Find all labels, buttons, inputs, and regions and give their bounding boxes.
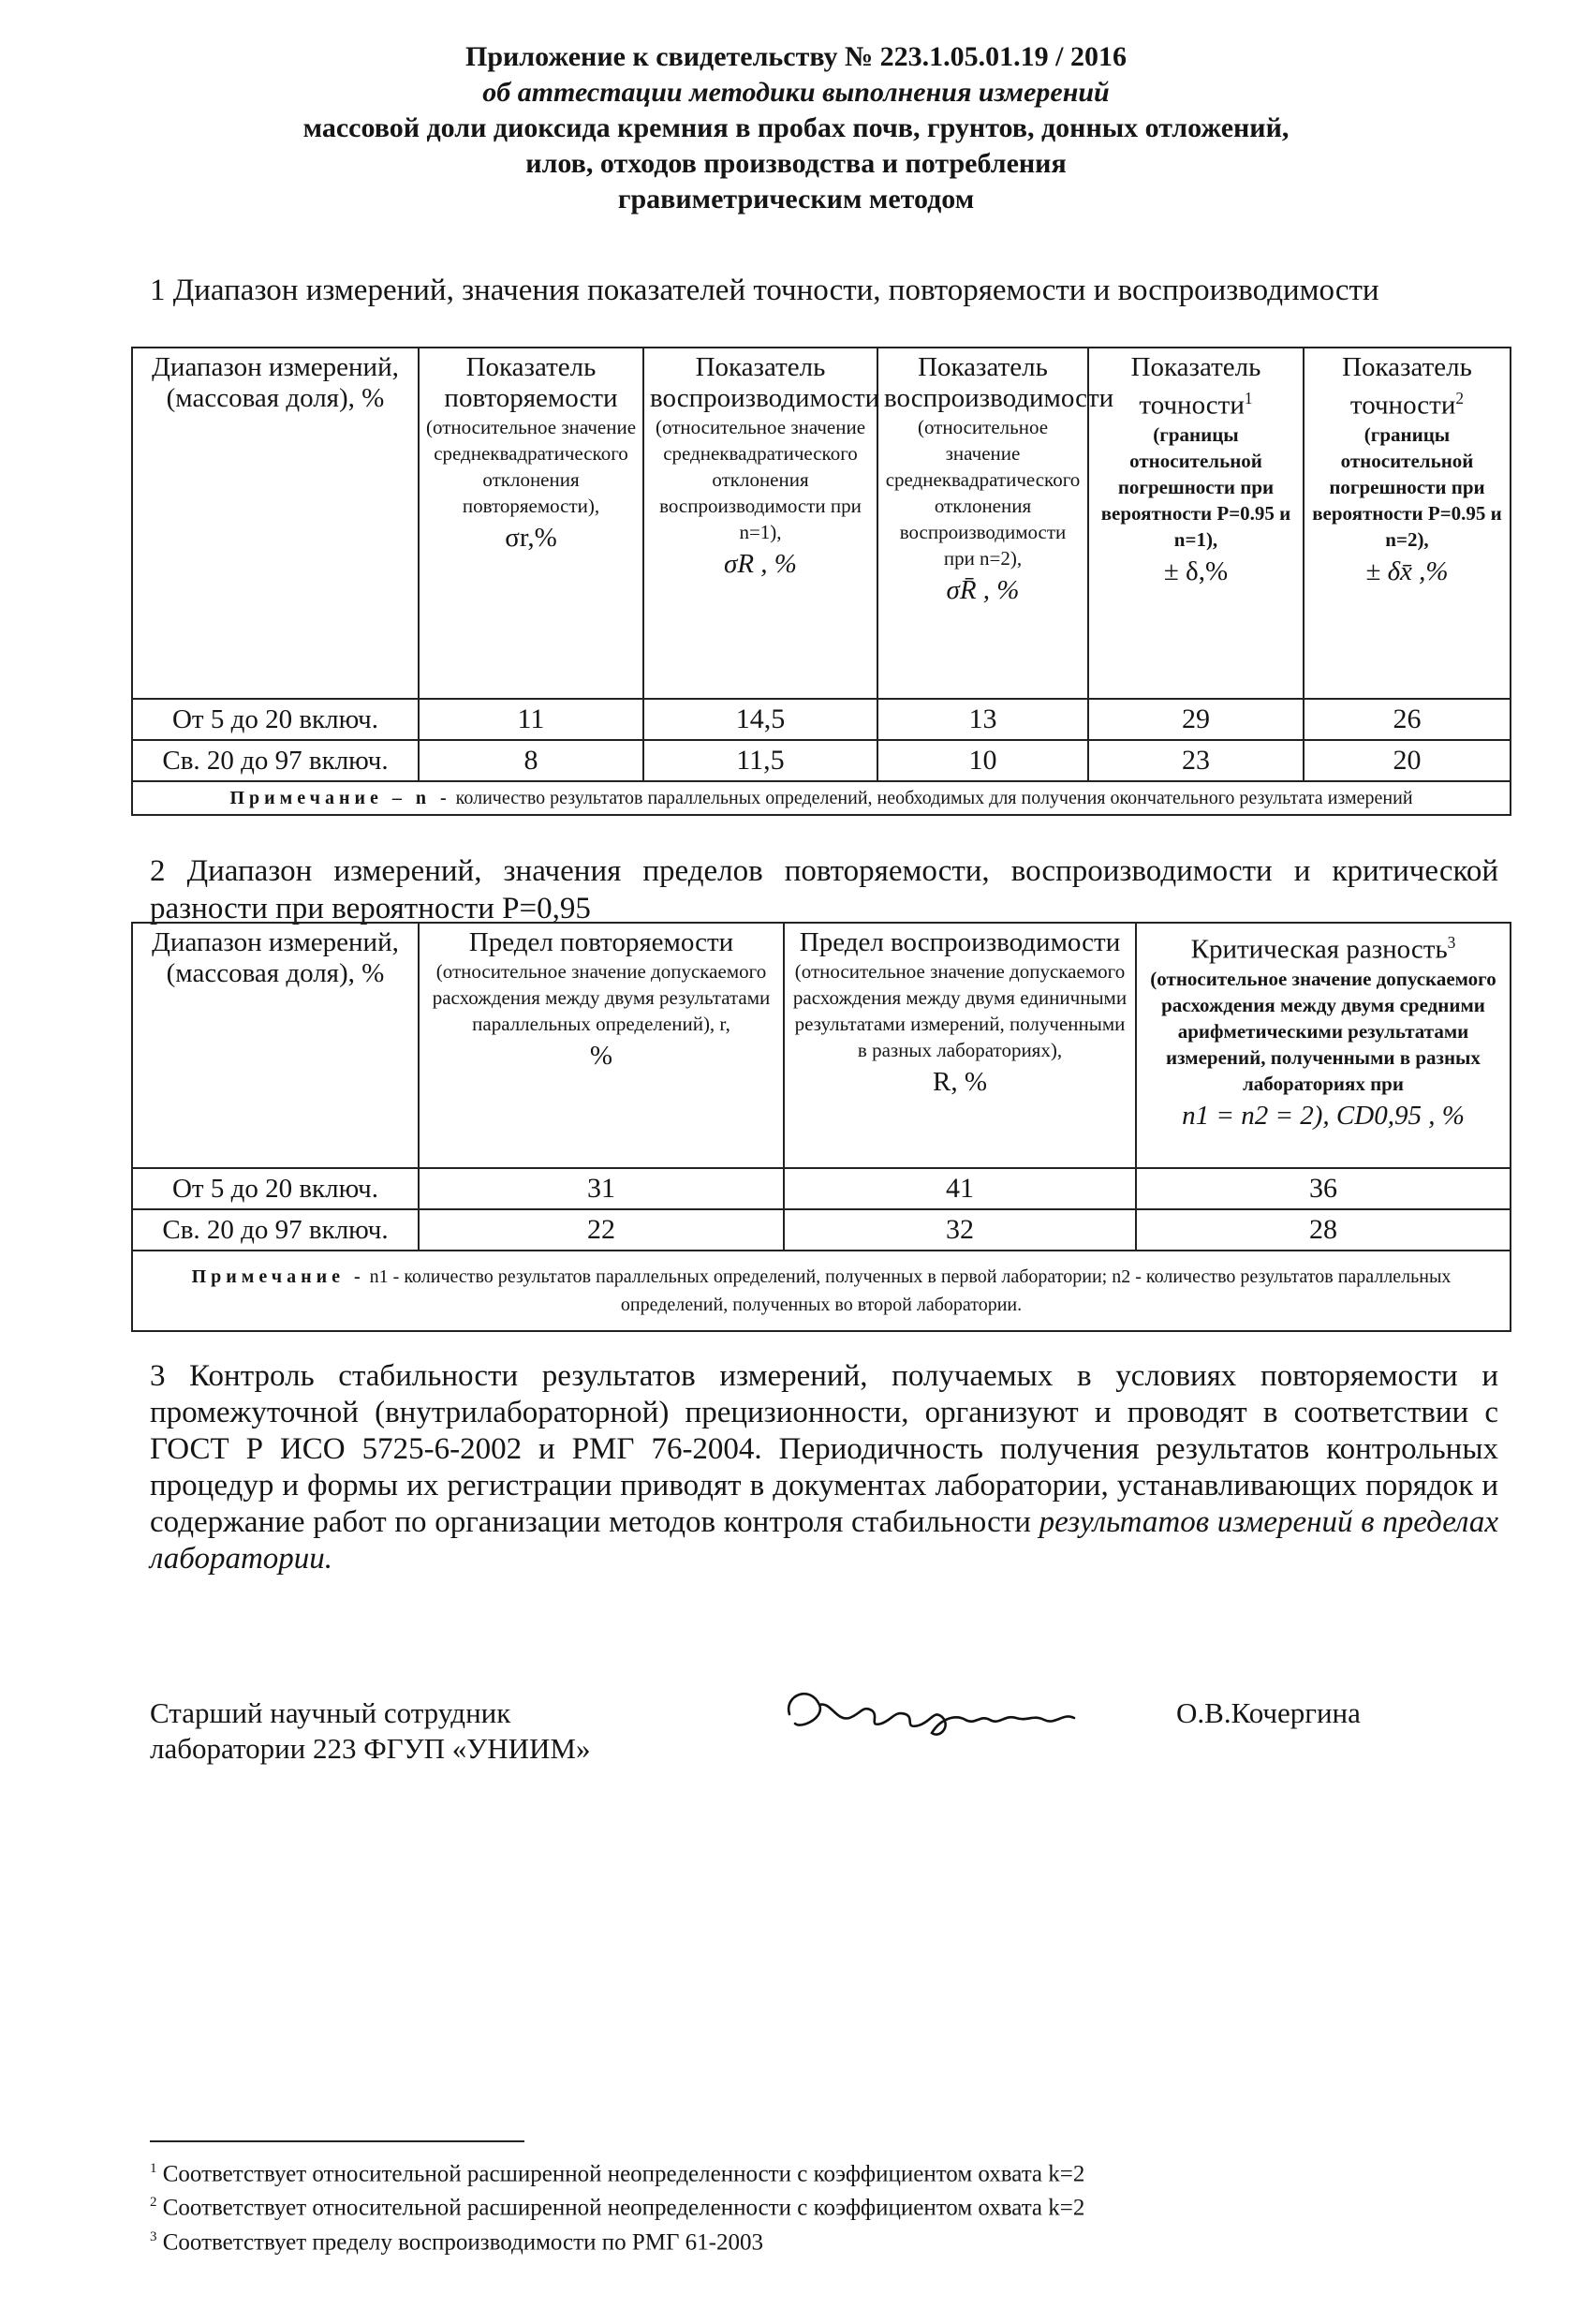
- table-note-row: [132, 1251, 1511, 1331]
- column-header-symbol: ± δx̄ ,%: [1365, 555, 1449, 586]
- table-row: [132, 1209, 1511, 1251]
- column-header-accuracy-n1: [1088, 348, 1304, 699]
- table-cell: 8: [419, 740, 643, 781]
- paragraph-text: 3 Контроль стабильности результатов измерений, получаемых в условиях повторяемости и промежуточной (внутрилабораторной) прецизионности, организуют и проводят в соответствии с ГОСТ Р ИСО 5725-6-2002 и РМГ 76-2004. Периодичность получения результатов контрольных процедур и формы их регистрации приводят в документах лаборатории, устанавливающих порядок и содержание работ по организации методов контроля стабильности: [150, 1359, 1498, 1539]
- column-header-description: (относительное значение среднеквадратического отклонения воспроизводимости при n=2),: [885, 416, 1081, 570]
- table-cell: 32: [784, 1209, 1136, 1251]
- column-header-accuracy-n2: [1304, 348, 1511, 699]
- column-header-description: (относительное значение допускаемого расхождения между двумя единичными результатами измерений, полученными в разных лабораториях),: [792, 960, 1128, 1061]
- row-range-label: От 5 до 20 включ.: [132, 699, 419, 740]
- column-header-reproducibility-limit: [784, 923, 1136, 1168]
- note-text: количество результатов параллельных определений, необходимых для получения окончательного результата измерений: [455, 788, 1413, 808]
- row-range-label: Св. 20 до 97 включ.: [132, 740, 419, 781]
- column-header-label: Показатель воспроизводимости: [650, 352, 880, 413]
- column-header-range: [132, 348, 419, 699]
- table-note: [132, 781, 1511, 815]
- footnote: [150, 2188, 1084, 2222]
- column-header-label: Предел воспроизводимости: [799, 927, 1121, 957]
- footnote-number: 2: [150, 2195, 157, 2211]
- row-range-label: Св. 20 до 97 включ.: [132, 1209, 419, 1251]
- column-header-description: (границы относительной погрешности при вероятности P=0.95 и n=1),: [1100, 422, 1291, 551]
- column-header-description: (относительное значение допускаемого расхождения между двумя результатами параллельных определений), r,: [432, 960, 771, 1035]
- table-cell: 11: [419, 699, 643, 740]
- footnotes: [150, 2154, 1084, 2257]
- footnote-ref: 3: [1447, 933, 1456, 952]
- table-cell: 41: [784, 1168, 1136, 1209]
- column-header-label: [1142, 927, 1504, 966]
- column-header-label: Показатель повторяемости: [444, 352, 618, 413]
- note-text: n1 - количество результатов параллельных определений, полученных в первой лаборатории; n2 - количество результатов параллельных определений, полученных во второй лаборатории.: [369, 1266, 1452, 1315]
- header-line-4: илов, отходов производства и потребления: [525, 148, 1067, 179]
- handwritten-signature: [782, 1677, 1091, 1752]
- limits-table: [131, 922, 1511, 1332]
- table-cell: 22: [419, 1209, 784, 1251]
- table-row: [132, 1168, 1511, 1209]
- position-line-1: Старший научный сотрудник: [150, 1696, 511, 1729]
- column-header-label: Показатель воспроизводимости: [884, 352, 1114, 413]
- footnote: [150, 2154, 1084, 2188]
- column-header-description: (относительное значение среднеквадратического отклонения воспроизводимости при n=1),: [655, 416, 866, 543]
- column-header-label-text: Показатель точности: [1130, 352, 1261, 421]
- header-line-3: массовой доли диоксида кремния в пробах почв, грунтов, донных отложений,: [302, 112, 1290, 143]
- footnote-text: Соответствует относительной расширенной неопределенности с коэффициентом охвата k=2: [162, 2161, 1085, 2187]
- column-header-description: (относительное значение среднеквадратического отклонения повторяемости),: [425, 416, 637, 517]
- footnote-text: Соответствует относительной расширенной неопределенности с коэффициентом охвата k=2: [162, 2195, 1085, 2221]
- section-1-title: 1 Диапазон измерений, значения показателей точности, повторяемости и воспроизводимости: [150, 274, 1379, 307]
- note-prefix: Примечание – n -: [229, 788, 451, 808]
- column-header-symbol: σR , %: [724, 549, 797, 579]
- column-header-symbol: %: [589, 1041, 613, 1071]
- table-cell: 26: [1304, 699, 1511, 740]
- table-header-row: [132, 923, 1511, 1168]
- column-header-label-text: Показатель точности: [1342, 352, 1472, 421]
- column-header-description: (границы относительной погрешности при вероятности P=0.95 и n=2),: [1312, 422, 1502, 551]
- footnote: [150, 2223, 1084, 2257]
- column-header-range: [132, 923, 419, 1168]
- table-row: [132, 699, 1511, 740]
- column-header-symbol: σR̄ , %: [946, 575, 1020, 605]
- table-cell: 14,5: [643, 699, 877, 740]
- table-cell: 13: [877, 699, 1088, 740]
- table-cell: 28: [1136, 1209, 1511, 1251]
- signatory-position: [150, 1695, 590, 1767]
- column-header-label: [1095, 352, 1297, 422]
- header-line-2: об аттестации методики выполнения измерений: [482, 77, 1110, 108]
- column-header-label: Предел повторяемости: [468, 927, 734, 957]
- column-header-reproducibility-n1: [643, 348, 880, 699]
- section-2-title: 2 Диапазон измерений, значения пределов повторяемости, воспроизводимости и критической разности при вероятности P=0,95: [150, 854, 1498, 925]
- column-header-symbol: ± δ,%: [1163, 555, 1229, 586]
- table-row: [132, 740, 1511, 781]
- column-header-symbol: R, %: [933, 1067, 987, 1097]
- column-header-label: [1310, 352, 1504, 422]
- accuracy-table: [131, 347, 1511, 816]
- note-prefix: Примечание -: [191, 1266, 365, 1287]
- signatory-name: О.В.Кочергина: [1176, 1696, 1361, 1729]
- table-cell: 31: [419, 1168, 784, 1209]
- column-header-description: (относительное значение допускаемого расхождения между двумя средними арифметическими результатами измерений, полученными в разных лабораториях при: [1150, 967, 1496, 1095]
- document-header: [140, 39, 1452, 217]
- footnote-text: Соответствует пределу воспроизводимости по РМГ 61-2003: [162, 2228, 763, 2255]
- column-header-symbol: σr,%: [505, 523, 557, 553]
- header-line-5: гравиметрическим методом: [617, 184, 975, 215]
- table-header-row: [132, 348, 1511, 699]
- column-header-label-text: Критическая разность: [1190, 934, 1448, 965]
- column-header-critical-difference: [1136, 923, 1511, 1168]
- footnote-ref: 2: [1455, 389, 1465, 407]
- section-3-paragraph: [150, 1358, 1498, 1577]
- row-range-label: От 5 до 20 включ.: [132, 1168, 419, 1209]
- column-header-label: Диапазон измерений, (массовая доля), %: [152, 352, 399, 413]
- column-header-symbol: n1 = n2 = 2), CD0,95 , %: [1182, 1100, 1465, 1131]
- table-note-row: [132, 781, 1511, 815]
- table-cell: 11,5: [643, 740, 877, 781]
- column-header-reproducibility-n2: [877, 348, 1114, 699]
- table-cell: 20: [1304, 740, 1511, 781]
- footnote-ref: 1: [1244, 389, 1253, 407]
- footnote-number: 3: [150, 2228, 157, 2244]
- column-header-label: Диапазон измерений, (массовая доля), %: [152, 927, 399, 988]
- table-cell: 10: [877, 740, 1088, 781]
- column-header-repeatability: [419, 348, 643, 699]
- paragraph-text-italic: результатов измерений в пределах лаборатории.: [150, 1505, 1498, 1576]
- table-cell: 23: [1088, 740, 1304, 781]
- header-line-1: Приложение к свидетельству № 223.1.05.01.19 / 2016: [465, 41, 1127, 72]
- position-line-2: лаборатории 223 ФГУП «УНИИМ»: [150, 1732, 591, 1765]
- table-cell: 29: [1088, 699, 1304, 740]
- table-note: [132, 1251, 1511, 1331]
- footnote-number: 1: [150, 2161, 157, 2176]
- column-header-repeatability-limit: [419, 923, 784, 1168]
- table-cell: 36: [1136, 1168, 1511, 1209]
- footnote-divider: [150, 2140, 524, 2142]
